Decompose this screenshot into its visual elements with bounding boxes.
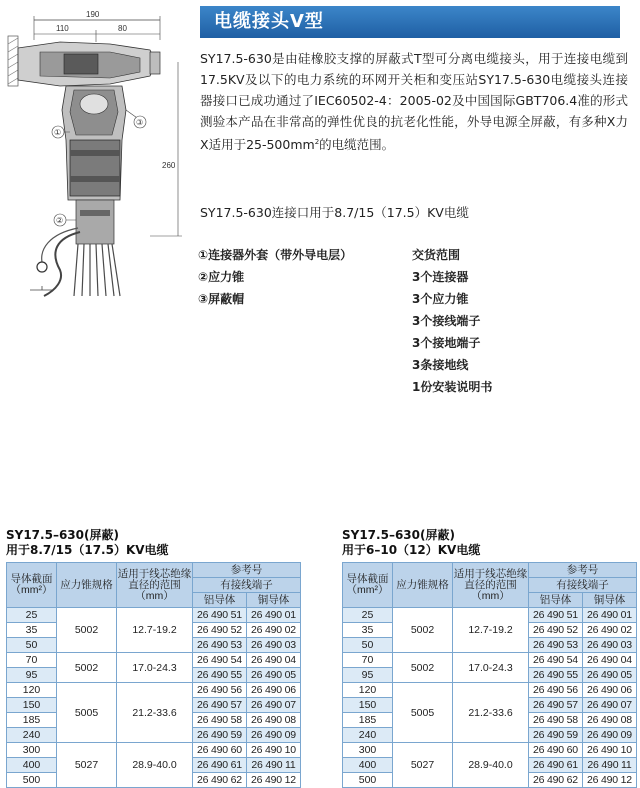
- section-title: 电缆接头V型: [200, 6, 620, 38]
- header-section: 导体截面（mm²）: [7, 563, 57, 608]
- cell-section: 400: [7, 758, 57, 773]
- cell-section: 70: [343, 653, 393, 668]
- dim-height: 260: [162, 161, 176, 170]
- table-row: [343, 683, 637, 698]
- table-row: [7, 743, 301, 758]
- callout-2: ②: [56, 216, 64, 225]
- cell-section: 150: [343, 698, 393, 713]
- callout-1: ①: [54, 128, 62, 137]
- cell-section: 150: [7, 698, 57, 713]
- cell-section: 185: [343, 713, 393, 728]
- spec-table-left: [6, 528, 301, 788]
- cell-al: 26 490 59: [529, 728, 583, 743]
- cell-cu: 26 490 12: [247, 773, 301, 788]
- cell-al: 26 490 51: [529, 608, 583, 623]
- description-tail: 的电缆范围。: [319, 137, 395, 153]
- header-cu: 铜导体: [247, 593, 301, 608]
- delivery-item: 1份安装说明书: [412, 380, 493, 394]
- delivery-item: 3个接线端子: [412, 314, 481, 328]
- cell-cone: 5027: [57, 743, 117, 788]
- delivery-list: [412, 244, 492, 398]
- table-row: [7, 608, 301, 623]
- cell-cu: 26 490 05: [247, 668, 301, 683]
- table-title: SY17.5–630(屏蔽): [6, 528, 119, 542]
- cell-cu: 26 490 07: [583, 698, 637, 713]
- cell-cone: 5005: [393, 683, 453, 743]
- header-range: 适用于线芯绝缘直径的范围（mm）: [453, 563, 529, 608]
- dim-right: 80: [118, 24, 127, 33]
- cell-al: 26 490 56: [529, 683, 583, 698]
- table-row: [7, 683, 301, 698]
- cell-al: 26 490 62: [193, 773, 247, 788]
- cell-range: 17.0-24.3: [117, 653, 193, 683]
- cell-cu: 26 490 07: [247, 698, 301, 713]
- header-cone: 应力锥规格: [393, 563, 453, 608]
- cell-al: 26 490 61: [193, 758, 247, 773]
- cell-cone: 5002: [57, 653, 117, 683]
- cell-cone: 5002: [57, 608, 117, 653]
- cell-cu: 26 490 03: [247, 638, 301, 653]
- description: [200, 48, 628, 155]
- cell-section: 185: [7, 713, 57, 728]
- cell-section: 25: [7, 608, 57, 623]
- cell-al: 26 490 54: [529, 653, 583, 668]
- table-row: [343, 743, 637, 758]
- delivery-heading: 交货范围: [412, 248, 461, 262]
- table-subtitle: 用于8.7/15（17.5）KV电缆: [6, 543, 169, 557]
- spec-table: [342, 562, 637, 788]
- part-item: ①连接器外套（带外导电层）: [198, 248, 353, 262]
- cell-al: 26 490 52: [193, 623, 247, 638]
- superscript: 2: [314, 138, 320, 146]
- cell-al: 26 490 54: [193, 653, 247, 668]
- cell-al: 26 490 57: [193, 698, 247, 713]
- cell-al: 26 490 60: [529, 743, 583, 758]
- table-row: [7, 653, 301, 668]
- header-section: 导体截面（mm²）: [343, 563, 393, 608]
- cell-range: 17.0-24.3: [453, 653, 529, 683]
- header-cu: 铜导体: [583, 593, 637, 608]
- cell-al: 26 490 59: [193, 728, 247, 743]
- header-cone: 应力锥规格: [57, 563, 117, 608]
- cell-cu: 26 490 11: [247, 758, 301, 773]
- cell-section: 400: [343, 758, 393, 773]
- dim-total: 190: [86, 10, 100, 19]
- cell-cu: 26 490 09: [247, 728, 301, 743]
- cell-section: 35: [343, 623, 393, 638]
- cell-section: 300: [7, 743, 57, 758]
- connector-drawing: [0, 0, 190, 300]
- cell-al: 26 490 51: [193, 608, 247, 623]
- spec-table: [6, 562, 301, 788]
- cell-cone: 5005: [57, 683, 117, 743]
- cell-al: 26 490 58: [529, 713, 583, 728]
- cell-range: 12.7-19.2: [453, 608, 529, 653]
- cell-cu: 26 490 04: [247, 653, 301, 668]
- cell-al: 26 490 57: [529, 698, 583, 713]
- cell-cu: 26 490 05: [583, 668, 637, 683]
- spec-table-right: [342, 528, 637, 788]
- cell-section: 35: [7, 623, 57, 638]
- cell-section: 50: [7, 638, 57, 653]
- cell-section: 95: [343, 668, 393, 683]
- cell-al: 26 490 55: [529, 668, 583, 683]
- cell-al: 26 490 56: [193, 683, 247, 698]
- header-ref: 参考号: [193, 563, 301, 578]
- description-paragraph: [200, 48, 628, 155]
- cell-cu: 26 490 09: [583, 728, 637, 743]
- cell-range: 21.2-33.6: [453, 683, 529, 743]
- part-item: ③屏蔽帽: [198, 292, 245, 306]
- callout-3: ③: [136, 118, 144, 127]
- header-terminal: 有接线端子: [193, 578, 301, 593]
- table-row: [343, 653, 637, 668]
- cell-cu: 26 490 06: [247, 683, 301, 698]
- cell-cu: 26 490 08: [583, 713, 637, 728]
- cell-cu: 26 490 10: [583, 743, 637, 758]
- cell-cu: 26 490 02: [583, 623, 637, 638]
- delivery-item: 3个应力锥: [412, 292, 469, 306]
- cell-range: 12.7-19.2: [117, 608, 193, 653]
- cell-cone: 5027: [393, 743, 453, 788]
- delivery-item: 3个连接器: [412, 270, 469, 284]
- cell-cu: 26 490 02: [247, 623, 301, 638]
- cell-al: 26 490 53: [529, 638, 583, 653]
- cell-cu: 26 490 10: [247, 743, 301, 758]
- header-al: 铝导体: [193, 593, 247, 608]
- description-text: SY17.5-630是由硅橡胶支撑的屏蔽式T型可分离电缆接头，用于连接电缆到17.5KV及以下的电力系统的环网开关柜和变压站SY17.5-630电缆接头连接器接口已成功通过了IEC60502-4：2005-02及中国国际GBT706.4准的形式测验本产品在非常高的弹性优良的抗老化性能，外导电源全屏蔽，有多种X力X适用于25-500mm: [200, 51, 628, 153]
- cell-al: 26 490 60: [193, 743, 247, 758]
- header-ref: 参考号: [529, 563, 637, 578]
- cell-section: 300: [343, 743, 393, 758]
- delivery-item: 3条接地线: [412, 358, 469, 372]
- cell-cu: 26 490 11: [583, 758, 637, 773]
- cell-section: 500: [7, 773, 57, 788]
- cell-section: 25: [343, 608, 393, 623]
- part-item: ②应力锥: [198, 270, 245, 284]
- cell-range: 28.9-40.0: [453, 743, 529, 788]
- cell-al: 26 490 58: [193, 713, 247, 728]
- cell-al: 26 490 61: [529, 758, 583, 773]
- cell-cu: 26 490 01: [583, 608, 637, 623]
- cell-range: 28.9-40.0: [117, 743, 193, 788]
- table-row: [343, 608, 637, 623]
- cell-section: 95: [7, 668, 57, 683]
- delivery-item: 3个接地端子: [412, 336, 481, 350]
- cell-cu: 26 490 12: [583, 773, 637, 788]
- cell-section: 70: [7, 653, 57, 668]
- cell-cu: 26 490 06: [583, 683, 637, 698]
- table-title: SY17.5–630(屏蔽): [342, 528, 455, 542]
- cell-section: 50: [343, 638, 393, 653]
- table-subtitle: 用于6–10（12）KV电缆: [342, 543, 481, 557]
- cell-cu: 26 490 03: [583, 638, 637, 653]
- cell-al: 26 490 52: [529, 623, 583, 638]
- cell-al: 26 490 55: [193, 668, 247, 683]
- cell-section: 120: [7, 683, 57, 698]
- cell-section: 240: [7, 728, 57, 743]
- cell-cone: 5002: [393, 653, 453, 683]
- cell-range: 21.2-33.6: [117, 683, 193, 743]
- cell-cone: 5002: [393, 608, 453, 653]
- voltage-note: SY17.5-630连接口用于8.7/15（17.5）KV电缆: [200, 205, 469, 220]
- cell-cu: 26 490 08: [247, 713, 301, 728]
- header-range: 适用于线芯绝缘直径的范围（mm）: [117, 563, 193, 608]
- header-al: 铝导体: [529, 593, 583, 608]
- cell-section: 240: [343, 728, 393, 743]
- cell-section: 120: [343, 683, 393, 698]
- cell-al: 26 490 62: [529, 773, 583, 788]
- cell-cu: 26 490 04: [583, 653, 637, 668]
- parts-list: [198, 244, 352, 310]
- header-terminal: 有接线端子: [529, 578, 637, 593]
- cell-cu: 26 490 01: [247, 608, 301, 623]
- cell-section: 500: [343, 773, 393, 788]
- cell-al: 26 490 53: [193, 638, 247, 653]
- dim-left: 110: [56, 24, 69, 33]
